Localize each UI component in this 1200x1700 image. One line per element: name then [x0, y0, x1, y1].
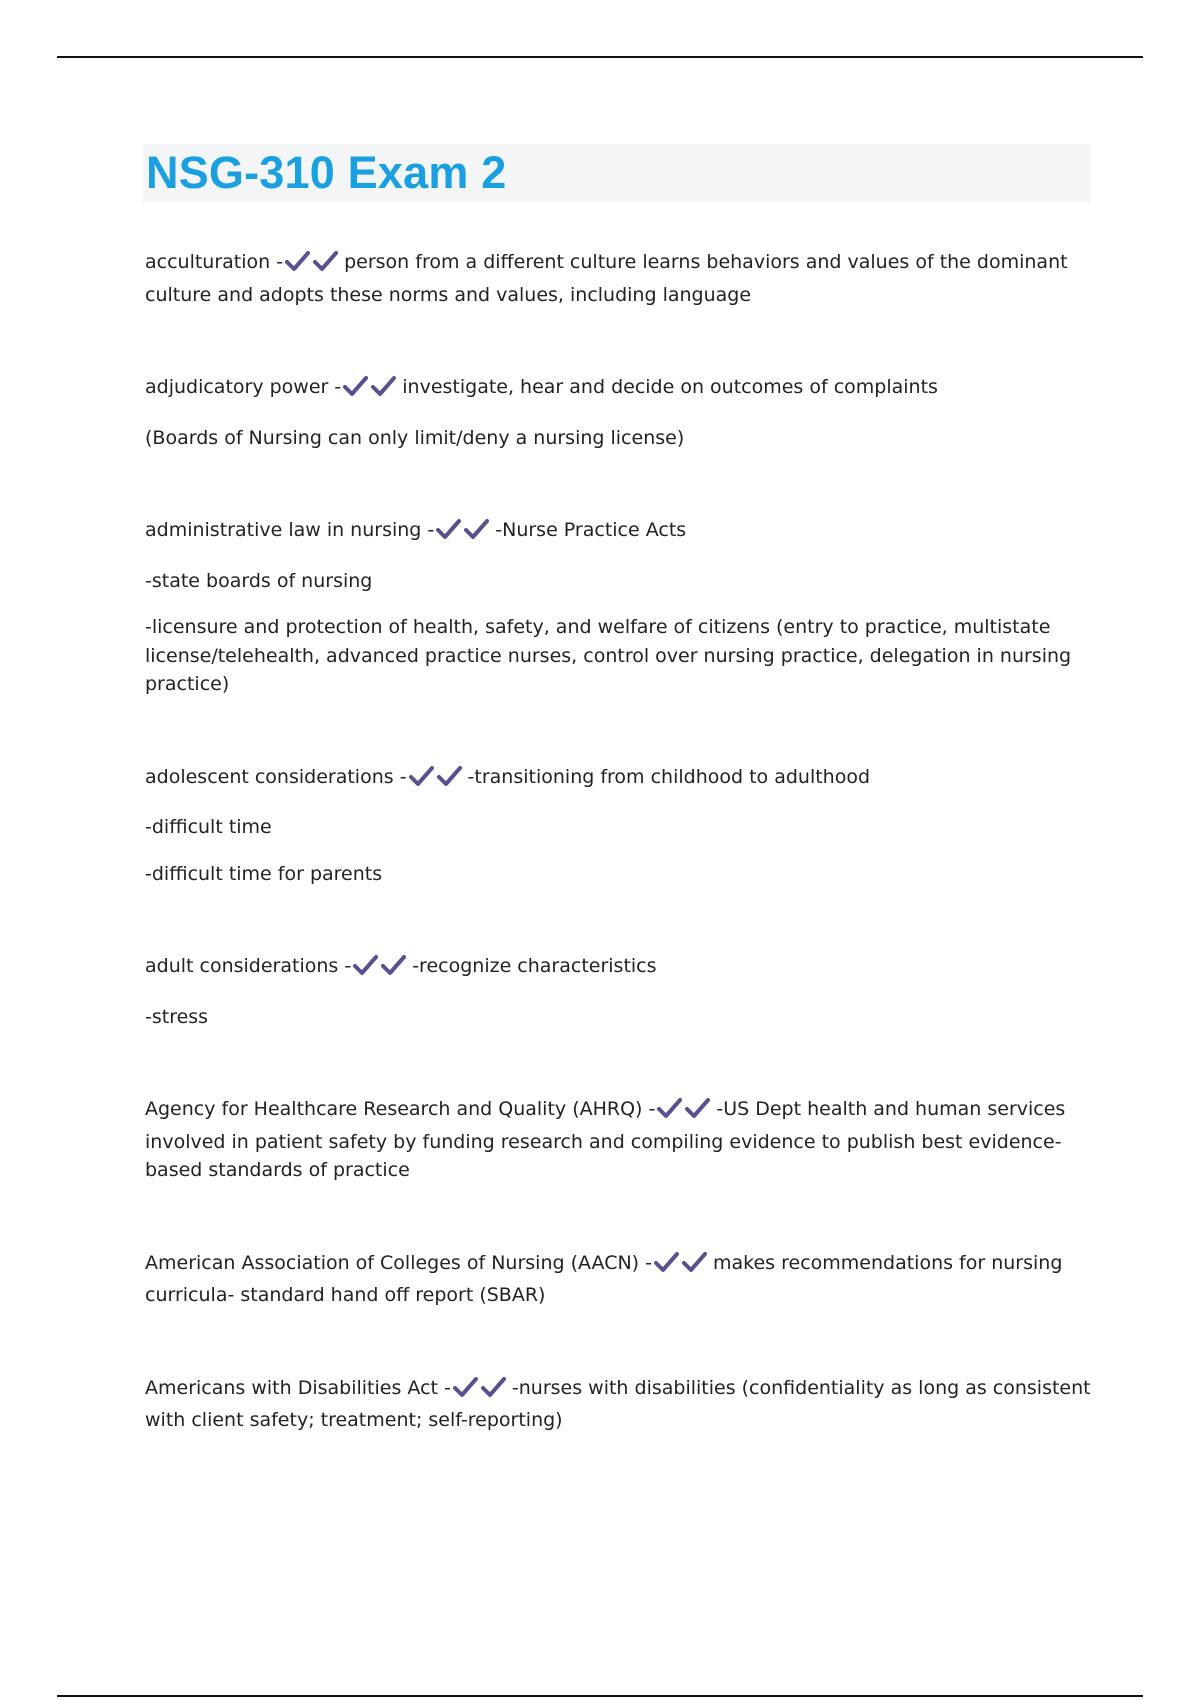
check-icon: [437, 765, 462, 787]
check-icon: [464, 518, 489, 540]
flashcard-entry: [145, 373, 1095, 452]
entry-term: Americans with Disabilities Act -: [145, 1376, 451, 1399]
double-check-icon: [453, 1376, 509, 1407]
entry-definition-line: [145, 763, 1095, 796]
check-icon: [453, 1376, 478, 1398]
flashcard-list: [145, 248, 1095, 1499]
entry-definition: -transitioning from childhood to adulthood: [467, 765, 871, 788]
entry-definition: -Nurse Practice Acts: [495, 519, 687, 541]
flashcard-entry: [145, 248, 1095, 309]
check-icon: [353, 954, 378, 976]
check-icon: [654, 1251, 679, 1273]
entry-extra-line: -licensure and protection of health, safety, and welfare of citizens (entry to practice, multistate license/telehealth, advanced practice nurses, control over nursing practice, delegation in nursing practice): [145, 616, 1072, 695]
entry-term: adjudicatory power -: [145, 376, 342, 398]
check-icon: [313, 250, 338, 272]
entry-term: administrative law in nursing -: [145, 519, 435, 541]
bottom-rule: [57, 1695, 1143, 1697]
flashcard-entry: [145, 1374, 1095, 1435]
entry-definition-line: [145, 1095, 1095, 1185]
entry-term: American Association of Colleges of Nursing (AACN) -: [145, 1251, 652, 1274]
entry-definition: makes recommendations for nursing curricula- standard hand off report (SBAR): [145, 1251, 1063, 1306]
entry-definition-line: [145, 516, 1095, 549]
check-icon: [409, 765, 434, 787]
check-icon: [685, 1097, 710, 1119]
check-icon: [381, 954, 406, 976]
page-title: NSG-310 Exam 2: [146, 147, 507, 198]
entry-definition-line: [145, 248, 1095, 309]
double-check-icon: [409, 765, 465, 796]
entry-definition-line: [145, 373, 1095, 406]
double-check-icon: [654, 1251, 710, 1282]
check-icon: [343, 375, 368, 397]
entry-term: adult considerations -: [145, 955, 352, 977]
entry-definition-line: [145, 1374, 1095, 1435]
entry-definition: investigate, hear and decide on outcomes of complaints: [402, 376, 938, 398]
entry-definition-line: [145, 952, 1095, 985]
entry-term: acculturation -: [145, 251, 284, 273]
check-icon: [682, 1251, 707, 1273]
flashcard-entry: [145, 763, 1095, 889]
check-icon: [436, 518, 461, 540]
entry-extra-line: -difficult time for parents: [145, 862, 383, 885]
top-rule: [57, 56, 1143, 58]
flashcard-entry: [145, 1249, 1095, 1310]
double-check-icon: [343, 375, 399, 406]
double-check-icon: [353, 954, 409, 985]
flashcard-entry: [145, 1095, 1095, 1185]
entry-definition: -US Dept health and human services involved in patient safety by funding research and compiling evidence to publish best evidence-based standards of practice: [145, 1098, 1066, 1181]
entry-extra-line: -difficult time: [145, 816, 272, 838]
check-icon: [481, 1376, 506, 1398]
entry-term: Agency for Healthcare Research and Quality (AHRQ) -: [145, 1098, 656, 1120]
entry-definition: -recognize characteristics: [412, 955, 657, 977]
entry-extra-line: (Boards of Nursing can only limit/deny a nursing license): [145, 426, 685, 449]
double-check-icon: [436, 518, 492, 549]
flashcard-entry: [145, 516, 1095, 699]
check-icon: [285, 250, 310, 272]
check-icon: [371, 375, 396, 397]
entry-definition: person from a different culture learns behaviors and values of the dominant culture and adopts these norms and values, including language: [145, 251, 1068, 306]
entry-definition: -nurses with disabilities (confidentiality as long as consistent with client safety; treatment; self-reporting): [145, 1376, 1091, 1431]
double-check-icon: [657, 1097, 713, 1128]
check-icon: [657, 1097, 682, 1119]
flashcard-entry: [145, 952, 1095, 1031]
entry-extra-line: -state boards of nursing: [145, 569, 373, 592]
entry-term: adolescent considerations -: [145, 765, 407, 788]
entry-extra-line: -stress: [145, 1005, 209, 1028]
double-check-icon: [285, 250, 341, 281]
entry-definition-line: [145, 1249, 1095, 1310]
